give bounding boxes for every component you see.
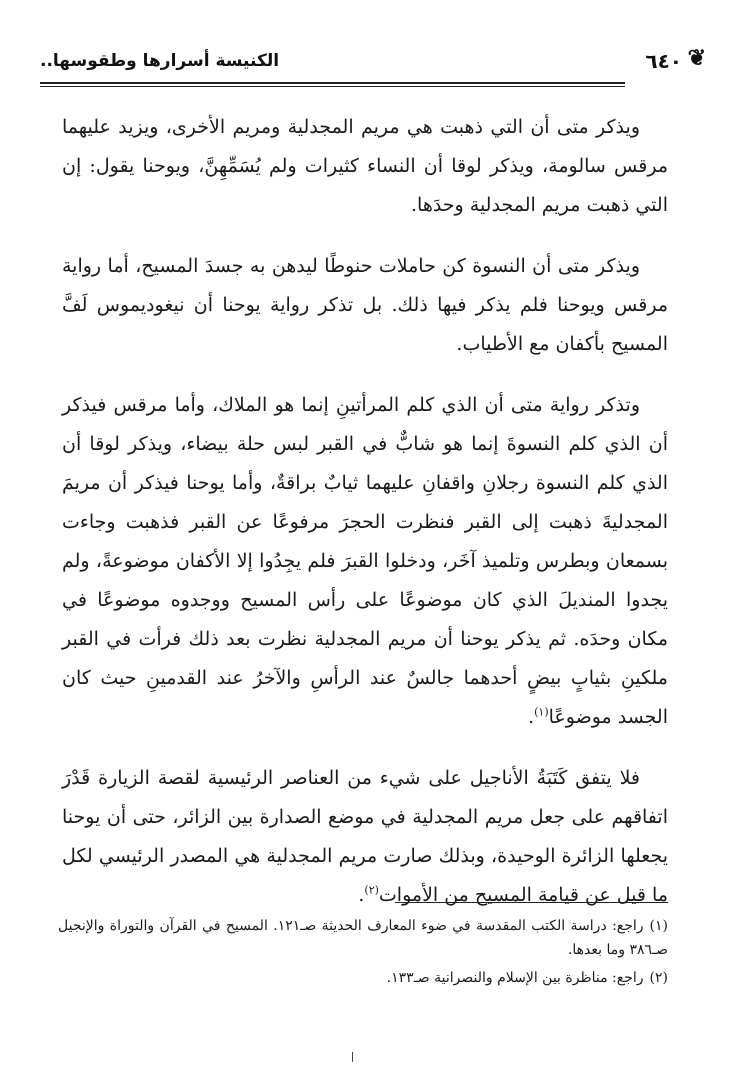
footnote bbox=[58, 966, 668, 990]
footnotes bbox=[58, 914, 668, 994]
running-header bbox=[40, 44, 706, 80]
print-mark bbox=[352, 1052, 353, 1062]
footnote-text: راجع: مناظرة بين الإسلام والنصرانية صـ١٣٣. bbox=[386, 970, 644, 986]
footnote bbox=[58, 914, 668, 962]
main-text bbox=[62, 108, 668, 937]
header-divider bbox=[40, 82, 625, 84]
paragraph: ويذكر متى أن التي ذهبت هي مريم المجدلية ومريم الأخرى، ويزيد عليهما مرقس سالومة، ويذكر لوقا أن النساء كثيرات ولم يُسَمِّهِنَّ، ويوحنا يقول: إن التي ذهبت مريم المجدلية وحدَها. bbox=[62, 116, 668, 216]
footnote-divider bbox=[395, 902, 668, 903]
running-title: الكنيسة أسرارها وطقوسها.. bbox=[40, 51, 280, 71]
paragraph: وتذكر رواية متى أن الذي كلم المرأتينِ إنما هو الملاك، وأما مرقس فيذكر أن الذي كلم النسوةَ إنما هو شابٌّ في القبر لبس حلة بيضاء، ويذكر لوقا أن الذي كلم النسوة رجلانِ واقفانِ عليهما ثيابٌ براقةٌ، وأما يوحنا فيذكر أن مريمَ المجدليةَ ذهبت إلى القبر فنظرت الحجرَ مرفوعًا عن القبر فذهبت وجاءت بسمعان وبطرس وتلميذ آخَر، ودخلوا القبرَ فلم يجِدُوا إلا الأكفان موضوعةً، ولم يجدوا المنديلَ الذي كان موضوعًا على رأس المسيح ووجدوه موضوعًا في مكان وحدَه. ثم يذكر يوحنا أن مريم المجدلية نظرت بعد ذلك فرأت في القبر ملكينِ بثيابٍ بيضٍ أحدهما جالسٌ عند الرأسِ والآخرُ عند القدمينِ حيث كان الجسد موضوعًا$^{(١)}$. bbox=[62, 394, 668, 728]
paragraph: فلا يتفق كَتَبَةُ الأناجيل على شيء من العناصر الرئيسية لقصة الزيارة قَدْرَ اتفاقهم على جعل مريم المجدلية في موضع الصدارة بين الزائر، حتى أن يوحنا يجعلها الزائرة الوحيدة، وبذلك صارت مريم المجدلية هي المصدر الرئيسي لكل ما قيل عن قيامة المسيح من الأموات$^{(٢)}$. bbox=[62, 767, 668, 906]
header-divider-thin bbox=[40, 86, 625, 87]
ornament-icon: ❦ bbox=[687, 45, 706, 71]
page-number: ٦٤٠ bbox=[645, 49, 682, 73]
footnote-text: راجع: دراسة الكتب المقدسة في ضوء المعارف الحديثة صـ١٢١. المسيح في القرآن والتوراة والإنجيل صـ٣٨٦ وما بعدها. bbox=[58, 918, 668, 958]
footnote-marker[interactable]: (١) bbox=[534, 705, 549, 719]
footnote-marker[interactable]: (٢) bbox=[364, 883, 379, 897]
paragraph: ويذكر متى أن النسوة كن حاملات حنوطًا ليدهن به جسدَ المسيح، أما رواية مرقس ويوحنا فلم يذكر فيها ذلك. بل تذكر رواية يوحنا أن نيغوديموس لَفَّ المسيح بأكفان مع الأطياب. bbox=[62, 255, 668, 355]
footnote-number: (٢) bbox=[649, 970, 668, 986]
footnote-number: (١) bbox=[649, 918, 669, 934]
